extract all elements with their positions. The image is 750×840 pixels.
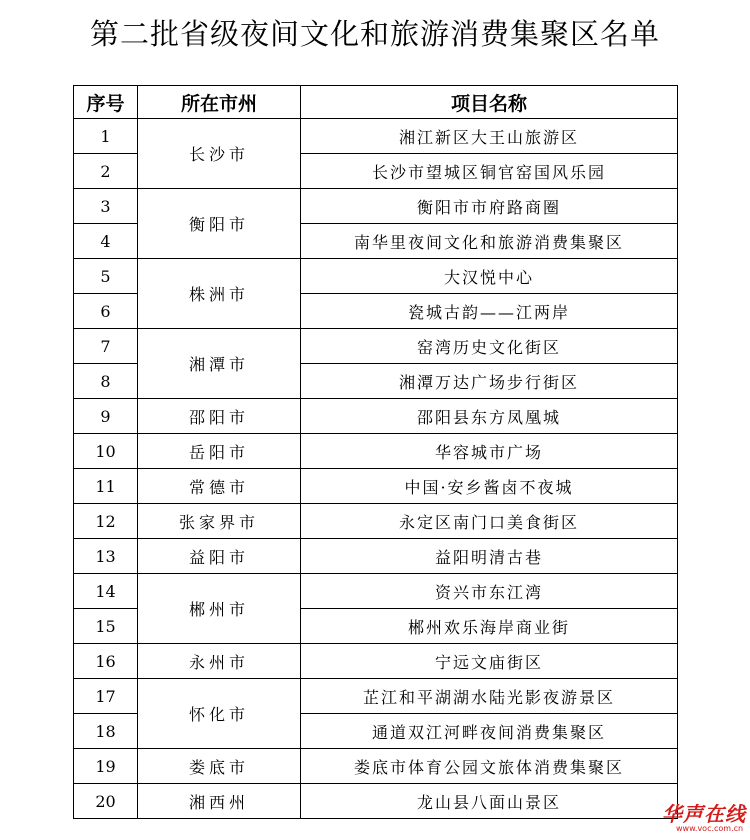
row-project: 资兴市东江湾 bbox=[301, 574, 678, 609]
row-number: 5 bbox=[74, 259, 138, 294]
row-number: 8 bbox=[74, 364, 138, 399]
row-city: 株洲市 bbox=[138, 259, 301, 329]
row-project: 益阳明清古巷 bbox=[301, 539, 678, 574]
table-row bbox=[74, 504, 678, 539]
table-row bbox=[74, 679, 678, 714]
row-city: 邵阳市 bbox=[138, 399, 301, 434]
table-row bbox=[74, 189, 678, 224]
row-number: 16 bbox=[74, 644, 138, 679]
table-row bbox=[74, 574, 678, 609]
row-project: 中国·安乡酱卤不夜城 bbox=[301, 469, 678, 504]
row-project: 通道双江河畔夜间消费集聚区 bbox=[301, 714, 678, 749]
watermark-logo: 华声在线 bbox=[662, 802, 746, 826]
row-city: 永州市 bbox=[138, 644, 301, 679]
row-city: 怀化市 bbox=[138, 679, 301, 749]
row-city: 长沙市 bbox=[138, 119, 301, 189]
table-row bbox=[74, 644, 678, 679]
table-body bbox=[74, 119, 678, 819]
table-row bbox=[74, 539, 678, 574]
row-city: 郴州市 bbox=[138, 574, 301, 644]
table-row bbox=[74, 469, 678, 504]
row-project: 娄底市体育公园文旅体消费集聚区 bbox=[301, 749, 678, 784]
row-project: 郴州欢乐海岸商业街 bbox=[301, 609, 678, 644]
row-city: 岳阳市 bbox=[138, 434, 301, 469]
row-number: 15 bbox=[74, 609, 138, 644]
row-project: 瓷城古韵——江两岸 bbox=[301, 294, 678, 329]
row-project: 永定区南门口美食街区 bbox=[301, 504, 678, 539]
page-title: 第二批省级夜间文化和旅游消费集聚区名单 bbox=[89, 17, 660, 51]
row-number: 3 bbox=[74, 189, 138, 224]
row-project: 邵阳县东方凤凰城 bbox=[301, 399, 678, 434]
row-project: 华容城市广场 bbox=[301, 434, 678, 469]
row-city: 湘西州 bbox=[138, 784, 301, 819]
row-city: 娄底市 bbox=[138, 749, 301, 784]
table-header-row bbox=[74, 86, 678, 119]
row-number: 2 bbox=[74, 154, 138, 189]
row-number: 20 bbox=[74, 784, 138, 819]
row-number: 17 bbox=[74, 679, 138, 714]
watermark-url: www.voc.com.cn bbox=[676, 824, 744, 833]
row-city: 张家界市 bbox=[138, 504, 301, 539]
row-project: 南华里夜间文化和旅游消费集聚区 bbox=[301, 224, 678, 259]
table-row bbox=[74, 784, 678, 819]
row-project: 湘潭万达广场步行街区 bbox=[301, 364, 678, 399]
row-project: 衡阳市市府路商圈 bbox=[301, 189, 678, 224]
row-project: 大汉悦中心 bbox=[301, 259, 678, 294]
row-number: 14 bbox=[74, 574, 138, 609]
row-project: 长沙市望城区铜官窑国风乐园 bbox=[301, 154, 678, 189]
table-row bbox=[74, 119, 678, 154]
table-row bbox=[74, 399, 678, 434]
row-project: 芷江和平湖湖水陆光影夜游景区 bbox=[301, 679, 678, 714]
row-project: 窑湾历史文化街区 bbox=[301, 329, 678, 364]
row-number: 11 bbox=[74, 469, 138, 504]
row-city: 衡阳市 bbox=[138, 189, 301, 259]
table-row bbox=[74, 434, 678, 469]
row-number: 7 bbox=[74, 329, 138, 364]
table-row bbox=[74, 329, 678, 364]
row-number: 6 bbox=[74, 294, 138, 329]
header-city: 所在市州 bbox=[138, 86, 301, 119]
row-city: 常德市 bbox=[138, 469, 301, 504]
header-project: 项目名称 bbox=[301, 86, 678, 119]
table-row bbox=[74, 749, 678, 784]
row-number: 19 bbox=[74, 749, 138, 784]
row-number: 10 bbox=[74, 434, 138, 469]
list-table bbox=[73, 85, 678, 819]
row-number: 18 bbox=[74, 714, 138, 749]
row-number: 1 bbox=[74, 119, 138, 154]
header-number: 序号 bbox=[74, 86, 138, 119]
table-row bbox=[74, 259, 678, 294]
row-number: 9 bbox=[74, 399, 138, 434]
row-project: 宁远文庙街区 bbox=[301, 644, 678, 679]
row-city: 益阳市 bbox=[138, 539, 301, 574]
row-number: 4 bbox=[74, 224, 138, 259]
row-project: 龙山县八面山景区 bbox=[301, 784, 678, 819]
row-number: 12 bbox=[74, 504, 138, 539]
row-city: 湘潭市 bbox=[138, 329, 301, 399]
row-project: 湘江新区大王山旅游区 bbox=[301, 119, 678, 154]
row-number: 13 bbox=[74, 539, 138, 574]
